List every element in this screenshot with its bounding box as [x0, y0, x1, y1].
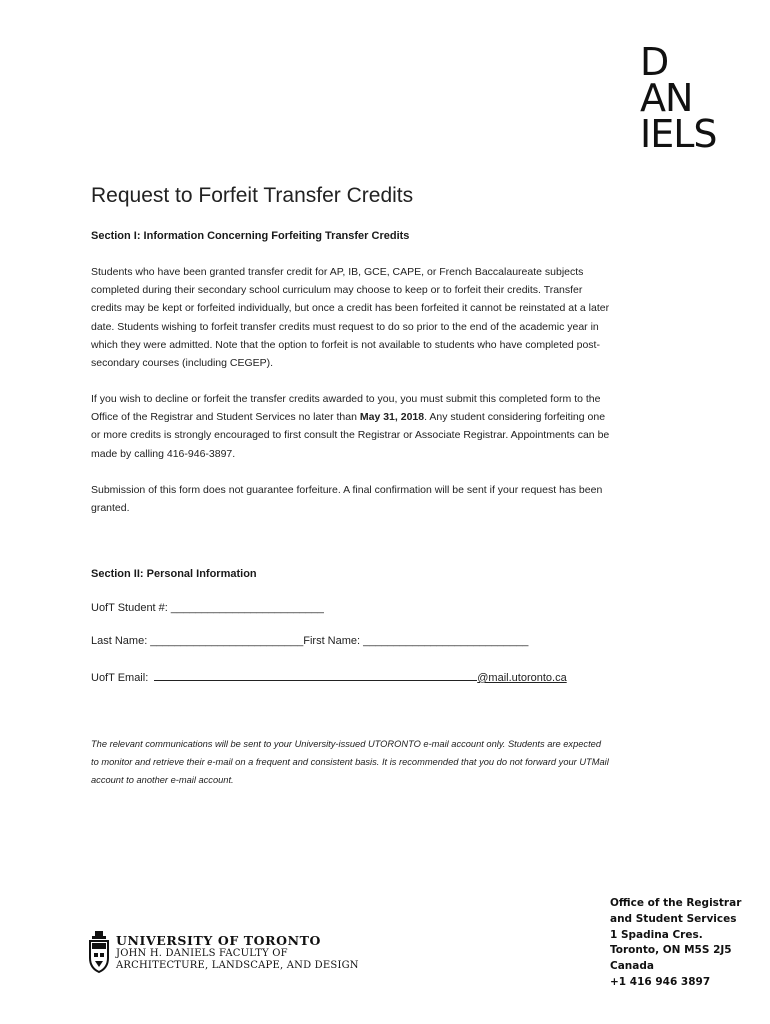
uoft-faculty-line: ARCHITECTURE, LANDSCAPE, AND DESIGN — [116, 959, 359, 971]
section1-paragraph-3: Submission of this form does not guarantee forfeiture. A final confirmation will be sent if your request has been granted. — [91, 484, 603, 515]
section1-paragraph-1: Students who have been granted transfer credit for AP, IB, GCE, CAPE, or French Baccalaureate subjects completed during their secondary school curriculum may choose to keep or to forfeit their credits. Transfer credits may be kept or forfeited individually, but once a credit has been forfeited it cannot be reinstated at a later date. Students wishing to forfeit transfer credits must request to do so prior to the end of the academic year in which they were admitted. Note that the option to forfeit is not available to students who have completed post-secondary courses (including CEGEP). — [91, 266, 610, 370]
uoft-logo — [88, 930, 359, 974]
deadline-date: May 31, 2018 — [359, 411, 425, 424]
address-line: Canada — [610, 960, 654, 973]
section1-heading: Section I: Information Concerning Forfeiting Transfer Credits — [91, 230, 410, 242]
registrar-address — [610, 896, 741, 991]
section2-heading: Section II: Personal Information — [91, 568, 257, 580]
logo-line-2: AN — [640, 76, 693, 120]
para2-text-a: If you wish to decline or forfeit the transfer credits awarded to you, you must submit this completed form to the Office of the Registrar and Student Services no later than — [91, 393, 601, 424]
logo-line-3: IELS — [640, 112, 717, 156]
email-field[interactable] — [91, 669, 567, 684]
uoft-crest-icon — [88, 930, 110, 974]
para2-text-b: . Any student considering forfeiting one or more credits is strongly encouraged to first consult the Registrar or Associate Registrar. Appointments can be made by calling 416-946-3897. — [91, 411, 610, 460]
email-domain: @mail.utoronto.ca — [477, 672, 567, 684]
name-fields[interactable]: Last Name: _________________________First Name: ___________________________ — [91, 635, 529, 647]
address-line: and Student Services — [610, 912, 737, 925]
address-line: 1 Spadina Cres. — [610, 928, 703, 941]
email-label: UofT Email: — [91, 672, 149, 684]
uoft-faculty-line: JOHN H. DANIELS FACULTY OF — [116, 947, 288, 959]
communication-note: The relevant communications will be sent to your University-issued UTORONTO e-mail account only. Students are expected to monitor and retrieve their e-mail on a frequent and consistent basis. It is recommended that you do not forward your UTMail account to another e-mail account. — [91, 739, 609, 786]
page-title: Request to Forfeit Transfer Credits — [91, 184, 414, 207]
email-input-line[interactable] — [154, 669, 477, 681]
student-number-field[interactable]: UofT Student #: _________________________ — [91, 602, 324, 614]
address-line: Office of the Registrar — [610, 897, 742, 909]
address-line: Toronto, ON M5S 2J5 — [610, 944, 732, 957]
uoft-wordmark — [116, 933, 359, 972]
daniels-logo — [640, 40, 717, 156]
address-line: +1 416 946 3897 — [610, 975, 711, 988]
logo-line-1: D — [640, 40, 669, 84]
section1-paragraph-2 — [91, 390, 611, 463]
uoft-name: UNIVERSITY OF TORONTO — [116, 932, 322, 948]
